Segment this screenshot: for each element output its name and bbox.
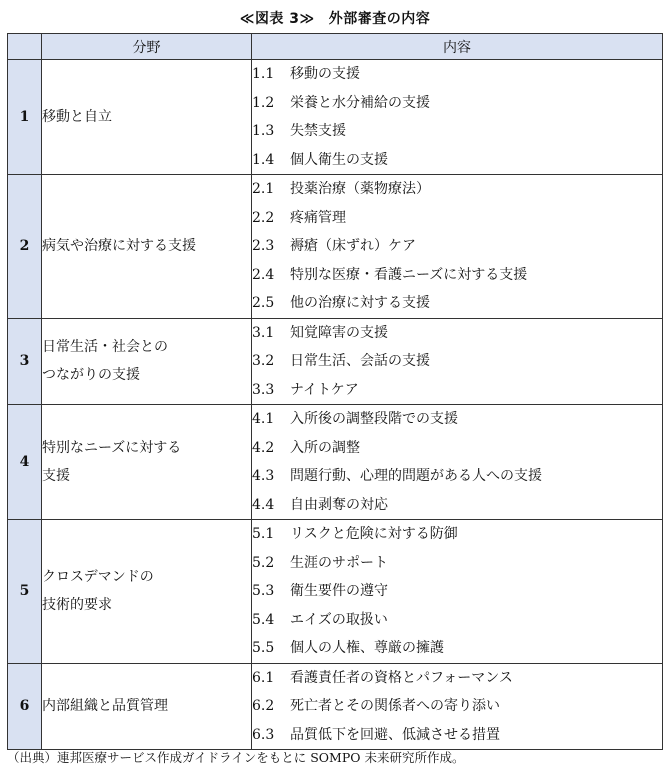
item-text: 日常生活、会話の支援 — [290, 353, 430, 369]
item-code: 5.3 — [252, 583, 275, 599]
content-item — [252, 89, 662, 118]
item-code: 5.5 — [252, 640, 275, 656]
row-number: 5 — [8, 520, 42, 664]
item-text: 入所後の調整段階での支援 — [290, 411, 458, 427]
row-number: 1 — [8, 60, 42, 175]
item-code: 1.4 — [252, 151, 275, 168]
table-header-row — [8, 34, 663, 60]
item-text: リスクと危険に対する防御 — [290, 526, 458, 542]
table-row — [8, 318, 663, 405]
item-code: 4.4 — [252, 496, 275, 513]
content-cell — [252, 520, 663, 664]
content-item — [252, 491, 662, 520]
field-label-line: つながりの支援 — [42, 367, 140, 384]
audit-content-table — [7, 33, 663, 750]
field-cell — [42, 60, 252, 175]
content-item — [252, 721, 662, 750]
item-text: 問題行動、心理的問題がある人への支援 — [290, 468, 542, 484]
item-text: 品質低下を回避、低減させる措置 — [290, 726, 500, 743]
header-number — [8, 34, 42, 60]
field-cell — [42, 520, 252, 664]
item-code: 1.2 — [252, 94, 275, 111]
source-note: （出典）連邦医療サービス作成ガイドラインをもとに SOMPO 未来研究所作成。 — [7, 750, 465, 765]
item-text: ナイトケア — [290, 381, 359, 398]
item-text: 疼痛管理 — [290, 209, 346, 226]
figure-caption: 外部審査の内容 — [328, 11, 431, 27]
table-row — [8, 663, 663, 750]
item-code: 6.2 — [252, 698, 275, 714]
item-text: 知覚障害の支援 — [290, 324, 388, 341]
content-item — [252, 434, 662, 463]
item-text: 栄養と水分補給の支援 — [290, 94, 430, 111]
content-item — [252, 520, 662, 549]
row-number: 4 — [8, 405, 42, 520]
item-text: エイズの取扱い — [290, 611, 388, 628]
content-cell — [252, 318, 663, 405]
item-text: 生涯のサポート — [290, 554, 388, 571]
item-text: 自由剥奪の対応 — [290, 496, 388, 513]
content-item — [252, 692, 662, 721]
content-item — [252, 606, 662, 635]
field-label-line: 日常生活・社会との — [42, 339, 168, 356]
field-cell — [42, 663, 252, 750]
item-code: 6.1 — [252, 669, 275, 686]
content-item — [252, 319, 662, 348]
row-number: 3 — [8, 318, 42, 405]
field-label-line: 病気や治療に対する支援 — [42, 238, 196, 255]
item-code: 2.1 — [252, 181, 275, 197]
row-number: 6 — [8, 663, 42, 750]
content-item — [252, 289, 662, 318]
item-text: 投薬治療（薬物療法） — [290, 181, 430, 197]
item-text: 衛生要件の遵守 — [290, 583, 388, 599]
item-code: 4.2 — [252, 439, 275, 456]
field-cell — [42, 405, 252, 520]
item-text: 褥瘡（床ずれ）ケア — [290, 238, 416, 254]
content-cell — [252, 175, 663, 319]
item-code: 2.2 — [252, 209, 275, 226]
field-cell — [42, 175, 252, 319]
row-number: 2 — [8, 175, 42, 319]
field-label-line: 支援 — [42, 468, 70, 484]
content-item — [252, 347, 662, 376]
item-code: 4.1 — [252, 411, 275, 427]
content-item — [252, 175, 662, 204]
item-text: 個人衛生の支援 — [290, 151, 388, 168]
content-item — [252, 232, 662, 261]
item-code: 2.5 — [252, 295, 275, 311]
content-item — [252, 549, 662, 578]
item-code: 1.3 — [252, 123, 275, 139]
content-cell — [252, 60, 663, 175]
content-item — [252, 204, 662, 233]
table-row — [8, 60, 663, 175]
item-text: 移動の支援 — [290, 66, 360, 82]
field-label-line: クロスデマンドの — [42, 569, 154, 586]
content-item — [252, 146, 662, 175]
figure-number: ≪図表 3≫ — [239, 11, 315, 27]
item-text: 他の治療に対する支援 — [290, 295, 430, 311]
item-code: 1.1 — [252, 66, 275, 82]
item-code: 5.4 — [252, 611, 275, 628]
content-item — [252, 634, 662, 663]
content-item — [252, 577, 662, 606]
content-item — [252, 60, 662, 89]
item-code: 5.2 — [252, 554, 275, 571]
item-text: 特別な医療・看護ニーズに対する支援 — [290, 266, 528, 283]
content-item — [252, 664, 662, 693]
content-item — [252, 376, 662, 405]
table-row — [8, 520, 663, 664]
item-text: 死亡者とその関係者への寄り添い — [290, 698, 500, 714]
item-code: 2.3 — [252, 238, 275, 254]
item-code: 3.1 — [252, 324, 275, 341]
item-code: 5.1 — [252, 526, 275, 542]
figure-title — [0, 8, 670, 28]
item-text: 失禁支援 — [290, 123, 346, 139]
content-item — [252, 261, 662, 290]
table-row — [8, 405, 663, 520]
content-item — [252, 117, 662, 146]
field-label-line: 特別なニーズに対する — [42, 440, 182, 456]
item-text: 看護責任者の資格とパフォーマンス — [290, 669, 513, 686]
field-label-line: 内部組織と品質管理 — [42, 698, 168, 715]
content-cell — [252, 663, 663, 750]
item-code: 2.4 — [252, 266, 275, 283]
item-code: 6.3 — [252, 726, 275, 743]
item-code: 3.3 — [252, 381, 275, 398]
header-content: 内容 — [252, 34, 663, 60]
field-label-line: 移動と自立 — [42, 109, 112, 125]
item-code: 3.2 — [252, 353, 275, 369]
header-field: 分野 — [42, 34, 252, 60]
content-item — [252, 462, 662, 491]
table-row — [8, 175, 663, 319]
field-cell — [42, 318, 252, 405]
content-cell — [252, 405, 663, 520]
table-body — [8, 60, 663, 750]
item-text: 個人の人権、尊厳の擁護 — [290, 640, 444, 656]
content-item — [252, 405, 662, 434]
item-text: 入所の調整 — [290, 439, 360, 456]
item-code: 4.3 — [252, 468, 275, 484]
field-label-line: 技術的要求 — [42, 597, 112, 614]
